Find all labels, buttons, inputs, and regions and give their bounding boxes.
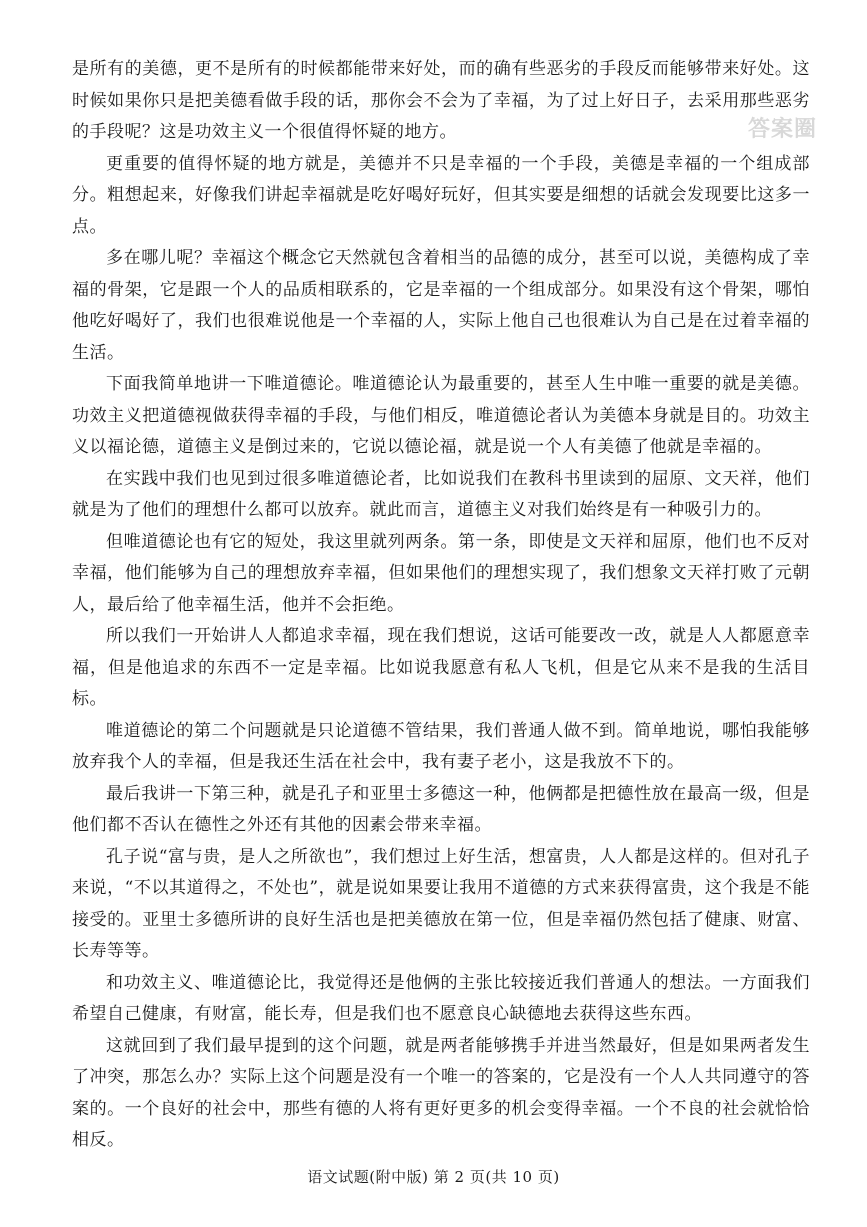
paragraph: 孔子说“富与贵，是人之所欲也”，我们想过上好生活，想富贵，人人都是这样的。但对孔子来说，“不以其道得之，不处也”，就是说如果要让我用不道德的方式来获得富贵，这个我是不能接受的。亚里士多德所讲的良好生活也是把美德放在第一位，但是幸福仍然包括了健康、财富、长寿等等。 (72, 846, 810, 961)
paragraph: 是所有的美德，更不是所有的时候都能带来好处，而的确有些恶劣的手段反而能够带来好处。这时候如果你只是把美德看做手段的话，那你会不会为了幸福，为了过上好日子，去采用那些恶劣的手段呢？这是功效主义一个很值得怀疑的地方。 (72, 59, 810, 142)
paragraph: 唯道德论的第二个问题就是只论道德不管结果，我们普通人做不到。简单地说，哪怕我能够放弃我个人的幸福，但是我还生活在社会中，我有妻子老小，这是我放不下的。 (72, 720, 810, 772)
paragraph: 最后我讲一下第三种，就是孔子和亚里士多德这一种，他俩都是把德性放在最高一级，但是他们都不否认在德性之外还有其他的因素会带来幸福。 (72, 783, 810, 835)
article-body (72, 54, 810, 1157)
page-footer: 语文试题(附中版) 第 2 页(共 10 页) (307, 1168, 560, 1186)
paragraph: 在实践中我们也见到过很多唯道德论者，比如说我们在教科书里读到的屈原、文天祥，他们就是为了他们的理想什么都可以放弃。就此而言，道德主义对我们始终是有一种吸引力的。 (72, 468, 810, 520)
paragraph: 这就回到了我们最早提到的这个问题，就是两者能够携手并进当然最好，但是如果两者发生了冲突，那怎么办？实际上这个问题是没有一个唯一的答案的，它是没有一个人人共同遵守的答案的。一个良好的社会中，那些有德的人将有更好更多的机会变得幸福。一个不良的社会就恰恰相反。 (72, 1035, 810, 1150)
paragraph: 多在哪儿呢？幸福这个概念它天然就包含着相当的品德的成分，甚至可以说，美德构成了幸福的骨架，它是跟一个人的品质相联系的，它是幸福的一个组成部分。如果没有这个骨架，哪怕他吃好喝好了，我们也很难说他是一个幸福的人，实际上他自己也很难认为自己是在过着幸福的生活。 (72, 248, 810, 363)
paragraph: 和功效主义、唯道德论比，我觉得还是他俩的主张比较接近我们普通人的想法。一方面我们希望自己健康，有财富，能长寿，但是我们也不愿意良心缺德地去获得这些东西。 (72, 972, 810, 1024)
paragraph: 更重要的值得怀疑的地方就是，美德并不只是幸福的一个手段，美德是幸福的一个组成部分。粗想起来，好像我们讲起幸福就是吃好喝好玩好，但其实要是细想的话就会发现要比这多一点。 (72, 153, 810, 237)
watermark-logo: 答案圈 (748, 117, 818, 142)
paragraph: 但唯道德论也有它的短处，我这里就列两条。第一条，即使是文天祥和屈原，他们也不反对幸福，他们能够为自己的理想放弃幸福，但如果他们的理想实现了，我们想象文天祥打败了元朝人，最后给了他幸福生活，他并不会拒绝。 (72, 531, 810, 615)
paragraph: 下面我简单地讲一下唯道德论。唯道德论认为最重要的，甚至人生中唯一重要的就是美德。功效主义把道德视做获得幸福的手段，与他们相反，唯道德论者认为美德本身就是目的。功效主义以福论德，道德主义是倒过来的，它说以德论福，就是说一个人有美德了他就是幸福的。 (72, 374, 810, 457)
paragraph: 所以我们一开始讲人人都追求幸福，现在我们想说，这话可能要改一改，就是人人都愿意幸福，但是他追求的东西不一定是幸福。比如说我愿意有私人飞机，但是它从来不是我的生活目标。 (72, 626, 810, 709)
